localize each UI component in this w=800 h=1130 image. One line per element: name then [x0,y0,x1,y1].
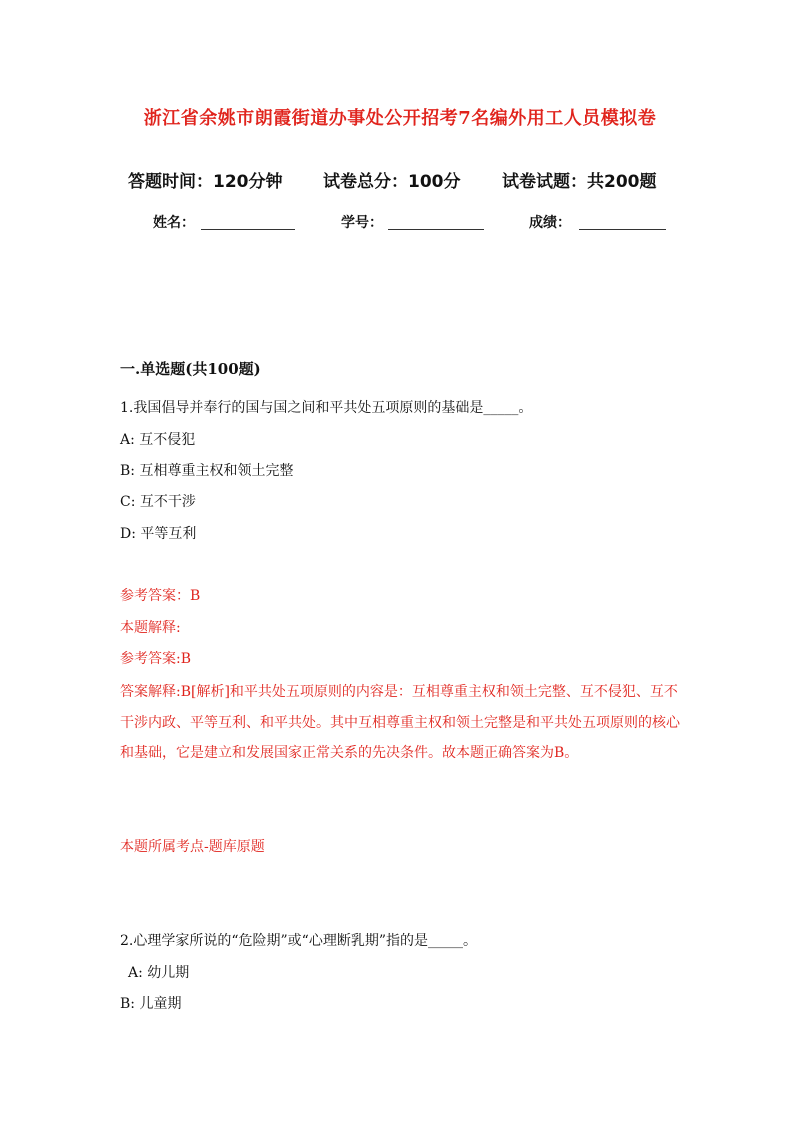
exam-question-count: 试卷试题：共200题 [502,172,657,192]
grade-blank[interactable] [579,229,666,230]
exam-total-score: 试卷总分：100分 [323,172,461,192]
student-id-blank[interactable] [388,229,484,230]
name-blank[interactable] [201,229,295,230]
question-2-option-b: B: 儿童期 [120,996,182,1012]
question-1-explanation: 答案解释:B[解析]和平共处五项原则的内容是：互相尊重主权和领土完整、互不侵犯、互不干涉内政、平等互利、和平共处。其中互相尊重主权和领土完整是和平共处五项原则的核心和基础，它是建立和发展国家正常关系的先决条件。故本题正确答案为B。 [120,684,680,761]
question-1-answer: 参考答案：B [120,588,201,604]
grade-label: 成绩： [529,215,571,231]
question-1-option-c: C: 互不干涉 [120,494,196,510]
question-1-topic: 本题所属考点-题库原题 [120,839,265,855]
question-1-explanation-label: 本题解释: [120,620,181,636]
exam-title: 浙江省余姚市朗霞街道办事处公开招考7名编外用工人员模拟卷 [143,108,657,129]
question-1-stem: 1.我国倡导并奉行的国与国之间和平共处五项原则的基础是_____。 [120,400,533,416]
question-1-option-a: A: 互不侵犯 [120,432,196,448]
question-1-answer-repeat: 参考答案:B [120,651,192,667]
student-id-label: 学号： [341,215,383,231]
name-label: 姓名： [153,215,195,231]
section-title: 一.单选题(共100题) [120,360,261,378]
question-1-option-d: D: 平等互利 [120,526,197,542]
exam-time: 答题时间：120分钟 [128,172,283,192]
question-1-option-b: B: 互相尊重主权和领土完整 [120,463,294,479]
question-2-option-a: A: 幼儿期 [128,965,190,981]
question-2-stem: 2.心理学家所说的“危险期”或“心理断乳期”指的是_____。 [120,933,477,949]
